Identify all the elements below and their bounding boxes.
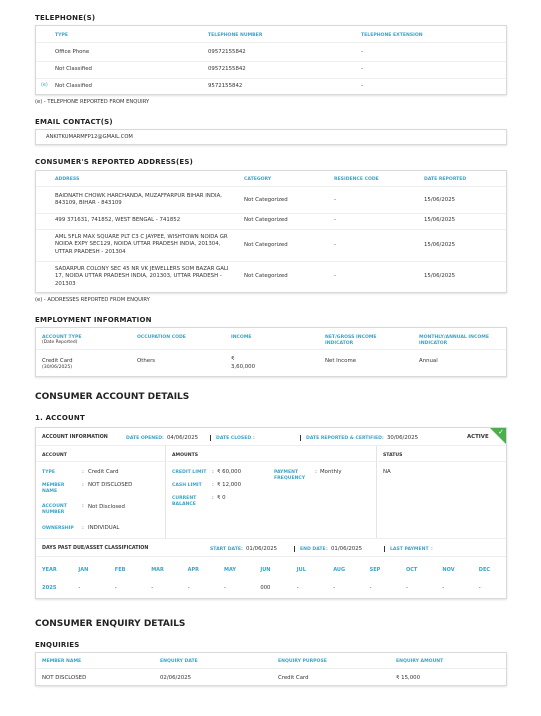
dpd-month-value: -: [114, 585, 117, 591]
dpd-month-header: NOV: [442, 567, 455, 573]
th-telephone-extension: TELEPHONE EXTENSION: [361, 33, 423, 38]
colon: :: [82, 525, 84, 531]
account-number-label: ACCOUNT NUMBER: [42, 504, 67, 515]
dpd-month-value: -: [369, 585, 372, 591]
account-section-label: ACCOUNT: [42, 453, 67, 458]
payment-frequency-label: PAYMENT FREQUENCY: [274, 470, 306, 481]
date-opened-value: 04/06/2025: [167, 435, 199, 441]
dpd-month-value: -: [187, 585, 190, 591]
dpd-month-header: DEC: [478, 567, 491, 573]
colon: :: [212, 482, 214, 488]
dpd-month-header: APR: [187, 567, 199, 573]
ownership-value: INDIVIDUAL: [88, 525, 120, 531]
divider: [300, 435, 301, 441]
dpd-month-header: YEAR: [42, 567, 57, 573]
row-divider: [36, 261, 506, 262]
account-card: [35, 427, 507, 599]
enquiry-flag: (e): [41, 83, 48, 88]
dpd-month-value: -: [78, 585, 81, 591]
phone-extension: -: [361, 66, 363, 72]
type-label: TYPE: [42, 470, 55, 475]
employment-table: [35, 327, 507, 377]
status-section-label: STATUS: [383, 453, 403, 458]
th-type: TYPE: [55, 33, 68, 38]
payment-frequency-value: Monthly: [320, 469, 342, 475]
type-value: Credit Card: [88, 469, 119, 475]
row-divider: [36, 229, 506, 230]
start-date-value: 01/06/2025: [246, 546, 278, 552]
th-account-type: ACCOUNT TYPE: [42, 335, 82, 340]
enquiry-table: [35, 652, 507, 686]
status-badge: ACTIVE: [467, 434, 489, 440]
colon: :: [212, 469, 214, 475]
income-currency-symbol: ₹: [231, 356, 235, 362]
consumer-enquiry-title: CONSUMER ENQUIRY DETAILS: [35, 619, 186, 629]
phone-number: 9572155842: [208, 83, 243, 89]
dpd-month-value: -: [151, 585, 154, 591]
dpd-month-header: JAN: [78, 567, 89, 573]
credit-limit-label: CREDIT LIMIT: [172, 470, 207, 475]
employment-income: 3,60,000: [231, 364, 256, 370]
telephones-title: TELEPHONE(S): [35, 14, 96, 22]
addresses-note: (e) - ADDRESSES REPORTED FROM ENQUIRY: [35, 297, 150, 303]
account-column: [36, 446, 166, 538]
colon: :: [382, 435, 384, 441]
colon: :: [431, 546, 433, 552]
address-date: 15/06/2025: [424, 197, 456, 203]
employment-account-type: Credit Card: [42, 358, 73, 364]
employment-monthly-annual: Annual: [419, 358, 438, 364]
dpd-month-value: -: [442, 585, 445, 591]
address-residence-code: -: [334, 217, 336, 223]
date-reported-label: DATE REPORTED & CERTIFIED: [306, 436, 382, 441]
address-text: BAIDNATH CHOWK HARCHANDA, MUZAFFARPUR BIHAR INDIA, 843109, BIHAR - 843109: [55, 193, 222, 207]
address-date: 15/06/2025: [424, 217, 456, 223]
status-column: [378, 446, 507, 538]
colon: :: [162, 435, 164, 441]
employment-net-gross: Net Income: [325, 358, 357, 364]
address-category: Not Categorized: [244, 273, 288, 279]
phone-type: Office Phone: [55, 49, 90, 55]
dpd-month-value: -: [224, 585, 226, 591]
phone-number: 09572155842: [208, 66, 246, 72]
amounts-section-label: AMOUNTS: [172, 453, 199, 458]
dpd-month-header: AUG: [333, 567, 346, 573]
th-enquiry-purpose: ENQUIRY PURPOSE: [278, 659, 327, 664]
ownership-label: OWNERSHIP: [42, 526, 74, 531]
consumer-account-title: CONSUMER ACCOUNT DETAILS: [35, 392, 190, 402]
date-closed-label: DATE CLOSED: [216, 436, 252, 441]
row-divider: [36, 61, 506, 62]
dpd-label: DAYS PAST DUE/ASSET CLASSIFICATION: [42, 546, 149, 551]
addresses-table: [35, 170, 507, 293]
address-residence-code: -: [334, 273, 336, 279]
row-divider: [36, 42, 506, 43]
emails-box: [35, 129, 507, 145]
th-monthly-annual-indicator: MONTHLY/ANNUAL INCOME INDICATOR: [419, 335, 489, 346]
status-value: NA: [383, 469, 391, 475]
address-date: 15/06/2025: [424, 273, 456, 279]
row-divider: [36, 78, 506, 79]
check-icon: ✓: [498, 428, 504, 436]
telephones-note: (e) - TELEPHONE REPORTED FROM ENQUIRY: [35, 99, 150, 105]
colon: :: [82, 482, 84, 488]
th-telephone-number: TELEPHONE NUMBER: [208, 33, 263, 38]
colon: :: [82, 503, 84, 509]
telephones-table: [35, 25, 507, 95]
employment-title: EMPLOYMENT INFORMATION: [35, 316, 152, 324]
divider: [210, 435, 211, 441]
row-divider: [36, 538, 506, 539]
amounts-column: [167, 446, 377, 538]
dpd-month-value: -: [296, 585, 299, 591]
th-residence-code: RESIDENCE CODE: [334, 177, 379, 182]
row-divider: [36, 461, 165, 462]
row-divider: [36, 186, 506, 187]
colon: :: [253, 435, 255, 441]
th-enquiry-amount: ENQUIRY AMOUNT: [396, 659, 444, 664]
current-balance-label: CURRENT BALANCE: [172, 496, 197, 507]
colon: :: [326, 546, 328, 552]
date-opened-label: DATE OPENED: [126, 436, 163, 441]
email-item: ANKITKUMARMFP12@GMAIL.COM: [46, 134, 133, 140]
colon: :: [315, 469, 317, 475]
row-divider: [378, 461, 507, 462]
phone-type: Not Classified: [55, 66, 92, 72]
start-date-label: START DATE: [210, 547, 241, 552]
phone-number: 09572155842: [208, 49, 246, 55]
address-text: 499 371631, 741852, WEST BENGAL - 741852: [55, 217, 181, 223]
dpd-month-header: SEP: [369, 567, 381, 573]
address-date: 15/06/2025: [424, 242, 456, 248]
member-name-label: MEMBER NAME: [42, 483, 65, 494]
address-text: SADARPUR COLONY SEC 45 NR VK JEWELLERS SOM BAZAR GALI 17, NOIDA UTTAR PRADESH INDIA, 201303, UTTAR PRADESH - 201303: [55, 266, 229, 287]
dpd-year: 2025: [42, 585, 57, 591]
row-divider: [36, 213, 506, 214]
th-net-gross-indicator: NET/GROSS INCOME INDICATOR: [325, 335, 377, 346]
credit-limit-value: ₹ 60,000: [217, 469, 242, 475]
enquiry-member-name: NOT DISCLOSED: [42, 675, 87, 681]
account-number-value: Not Disclosed: [88, 504, 125, 510]
th-member-name: MEMBER NAME: [42, 659, 82, 664]
dpd-month-header: JUN: [260, 567, 271, 573]
address-category: Not Categorized: [244, 217, 288, 223]
end-date-value: 01/06/2025: [331, 546, 363, 552]
dpd-month-value: -: [333, 585, 336, 591]
employment-occupation: Others: [137, 358, 156, 364]
cash-limit-label: CASH LIMIT: [172, 483, 202, 488]
divider: [384, 546, 385, 552]
th-income: INCOME: [231, 335, 252, 340]
th-enquiry-date: ENQUIRY DATE: [160, 659, 198, 664]
th-category: CATEGORY: [244, 177, 272, 182]
enquiry-amount: ₹ 15,000: [396, 675, 421, 681]
enquiry-date: 02/06/2025: [160, 675, 192, 681]
cash-limit-value: ₹ 12,000: [217, 482, 242, 488]
address-residence-code: -: [334, 197, 336, 203]
address-text: AML 5FLR MAX SQUARE PLT C3 C JAYPEE, WISHTOWN NOIDA GR NOIDA EXPY SEC129, NOIDA UTTAR PRADESH INDIA, 201304, UTTAR PRADESH - 201304: [55, 234, 228, 255]
enquiry-purpose: Credit Card: [278, 675, 309, 681]
dpd-month-header: FEB: [114, 567, 126, 573]
dpd-month-value: -: [406, 585, 408, 591]
phone-extension: -: [361, 83, 363, 89]
row-divider: [36, 668, 506, 669]
row-divider: [167, 461, 376, 462]
member-name-value: NOT DISCLOSED: [88, 482, 133, 488]
colon: :: [82, 469, 84, 475]
th-occupation-code: OCCUPATION CODE: [137, 335, 186, 340]
addresses-title: CONSUMER'S REPORTED ADDRESS(ES): [35, 158, 193, 166]
row-divider: [36, 556, 506, 557]
emails-title: EMAIL CONTACT(S): [35, 118, 113, 126]
current-balance-value: ₹ 0: [217, 495, 226, 501]
account-subtitle: 1. ACCOUNT: [35, 414, 85, 422]
phone-type: Not Classified: [55, 83, 92, 89]
row-divider: [36, 349, 506, 350]
account-information-label: ACCOUNT INFORMATION: [42, 435, 108, 440]
address-category: Not Categorized: [244, 197, 288, 203]
dpd-month-header: MAR: [151, 567, 164, 573]
dpd-month-header: MAY: [224, 567, 236, 573]
th-address: ADDRESS: [55, 177, 80, 182]
end-date-label: END DATE: [300, 547, 326, 552]
colon: :: [241, 546, 243, 552]
address-residence-code: -: [334, 242, 336, 248]
divider: [294, 546, 295, 552]
address-category: Not Categorized: [244, 242, 288, 248]
dpd-month-value: -: [478, 585, 481, 591]
employment-date-reported: (30/06/2025): [42, 365, 73, 370]
colon: :: [212, 495, 214, 501]
th-date-reported: DATE REPORTED: [424, 177, 467, 182]
last-payment-label: LAST PAYMENT: [390, 547, 429, 552]
th-account-type-sub: (Date Reported): [42, 340, 78, 345]
enquiries-subtitle: ENQUIRIES: [35, 641, 80, 649]
dpd-month-header: OCT: [406, 567, 418, 573]
phone-extension: -: [361, 49, 363, 55]
dpd-month-header: JUL: [296, 567, 306, 573]
dpd-month-value: 000: [260, 585, 271, 591]
date-reported-value: 30/06/2025: [387, 435, 419, 441]
